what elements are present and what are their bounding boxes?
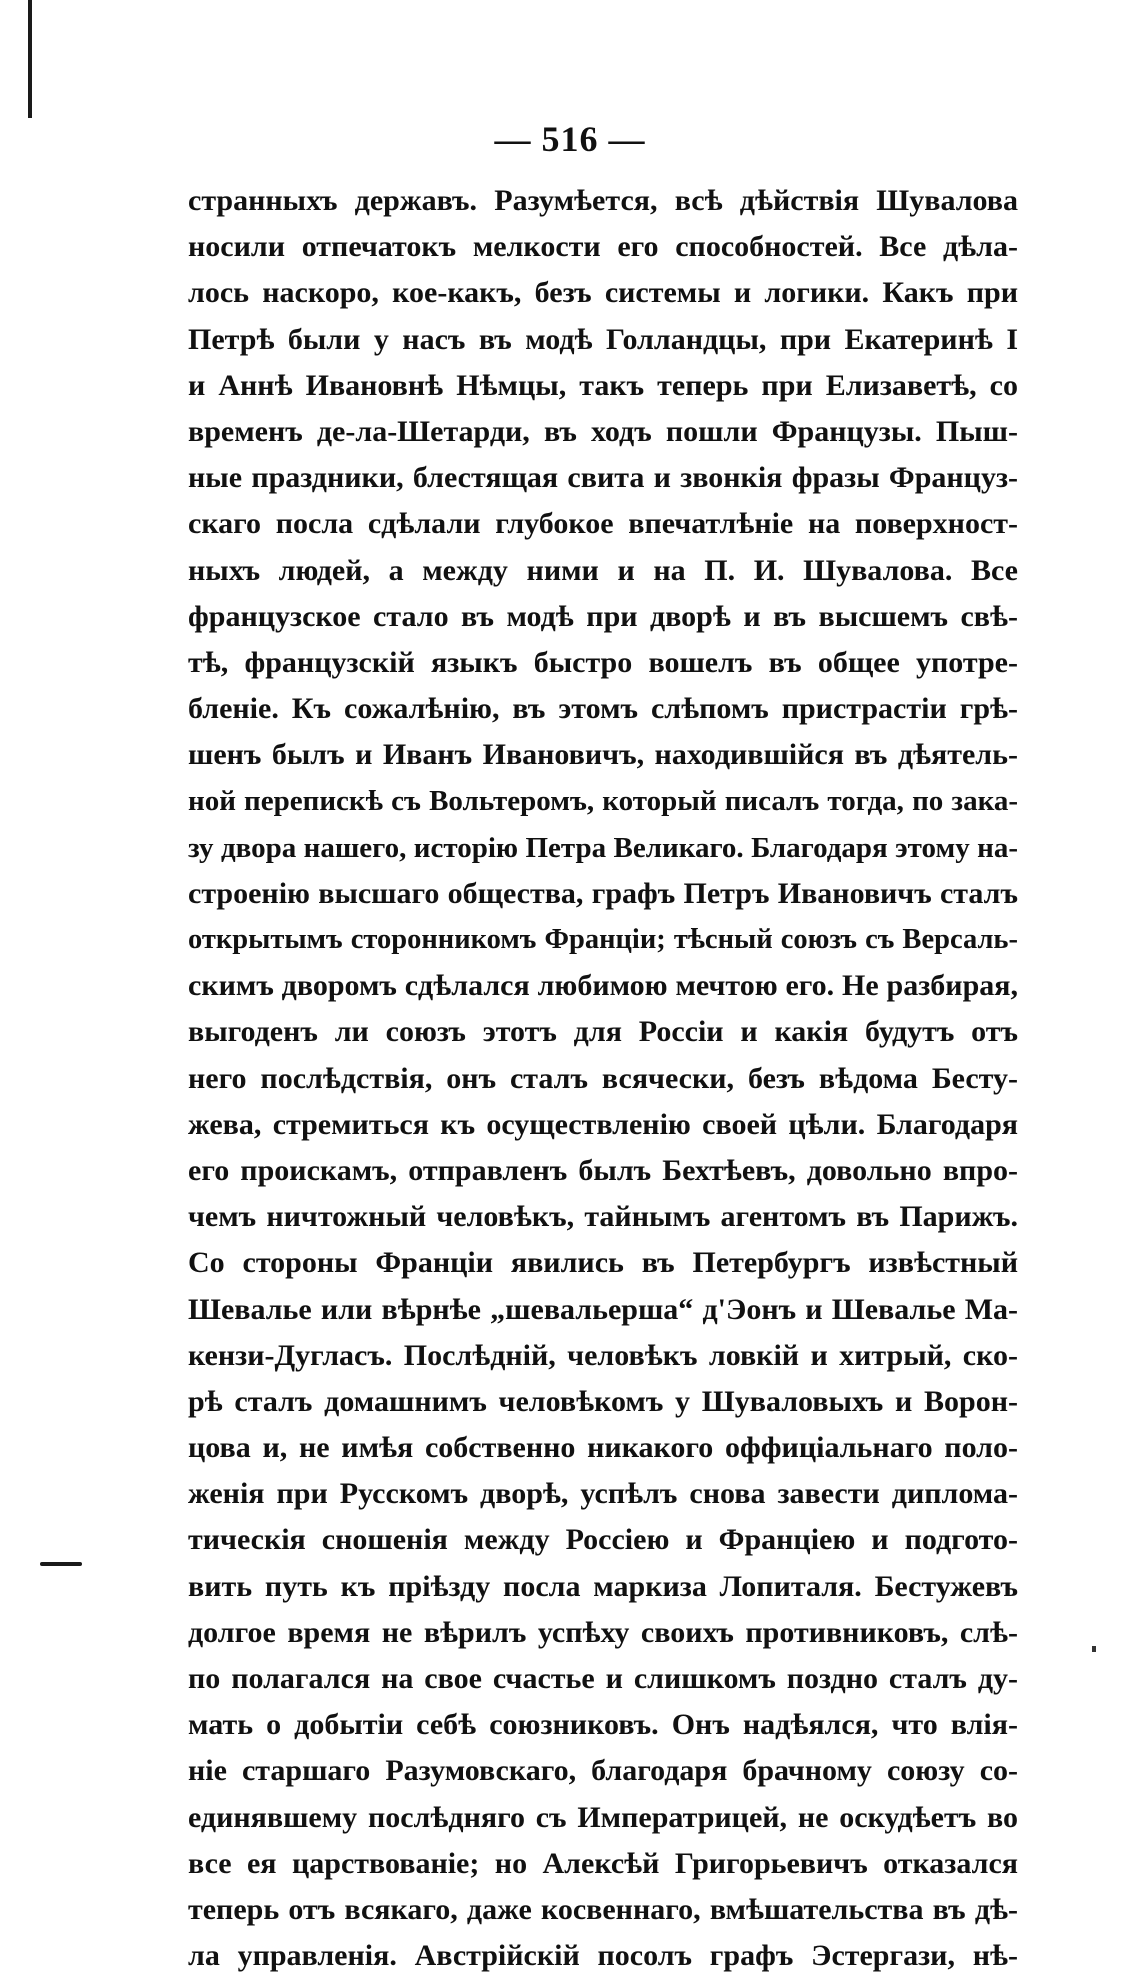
text-line: носили отпечатокъ мелкости его способностей. Все дѣла- bbox=[188, 230, 1018, 264]
text-line: жева, стремиться къ осуществленію своей цѣли. Благодаря bbox=[188, 1107, 1018, 1141]
text-line: долгое время не вѣрилъ успѣху своихъ противниковъ, слѣ- bbox=[188, 1615, 1018, 1649]
text-line: теперь отъ всякаго, даже косвеннаго, вмѣшательства въ дѣ- bbox=[188, 1892, 1018, 1926]
page-number: — 516 — bbox=[494, 119, 646, 159]
text-line: шенъ былъ и Иванъ Ивановичъ, находившійся въ дѣятель- bbox=[188, 738, 1018, 772]
text-line: единявшему послѣдняго съ Императрицей, не оскудѣетъ во bbox=[188, 1800, 1018, 1834]
text-line: строенію высшаго общества, графъ Петръ Ивановичъ сталъ bbox=[188, 876, 1018, 910]
scan-dot bbox=[1092, 1646, 1096, 1652]
text-line: его проискамъ, отправленъ былъ Бехтѣевъ, довольно впро- bbox=[188, 1153, 1018, 1187]
text-line: скимъ дворомъ сдѣлался любимою мечтою его. Не разбирая, bbox=[188, 969, 1018, 1003]
text-line: бленіе. Къ сожалѣнію, въ этомъ слѣпомъ пристрастіи грѣ- bbox=[188, 692, 1018, 726]
text-line: по полагался на свое счастье и слишкомъ поздно сталъ ду- bbox=[188, 1662, 1018, 1695]
text-line: странныхъ державъ. Разумѣется, всѣ дѣйствія Шувалова bbox=[188, 184, 1018, 217]
body-text bbox=[188, 178, 1018, 1979]
text-line: лось наскоро, кое-какъ, безъ системы и логики. Какъ при bbox=[188, 276, 1018, 310]
text-line: ла управленія. Австрійскій посолъ графъ Эстергази, нѣ- bbox=[188, 1939, 1018, 1973]
text-line: тѣ, французскій языкъ быстро вошелъ въ общее употре- bbox=[188, 645, 1018, 679]
text-line: Шевалье или вѣрнѣе „шевальерша“ д'Эонъ и Шевалье Ма- bbox=[188, 1292, 1018, 1326]
text-line: цова и, не имѣя собственно никакого оффиціальнаго поло- bbox=[188, 1431, 1018, 1465]
text-line: скаго посла сдѣлали глубокое впечатлѣніе на поверхност- bbox=[188, 507, 1018, 541]
text-line: кензи-Дугласъ. Послѣдній, человѣкъ ловкій и хитрый, ско- bbox=[188, 1338, 1018, 1372]
text-line: чемъ ничтожный человѣкъ, тайнымъ агентомъ въ Парижъ. bbox=[188, 1200, 1018, 1234]
text-line: вить путь къ пріѣзду посла маркиза Лопиталя. Бестужевъ bbox=[188, 1569, 1018, 1603]
scan-margin-mark bbox=[40, 1562, 82, 1566]
text-line: ной перепискѣ съ Вольтеромъ, который писалъ тогда, по зака- bbox=[188, 785, 1018, 818]
text-line: Петрѣ были у насъ въ модѣ Голландцы, при Екатеринѣ I bbox=[188, 322, 1018, 356]
text-line: него послѣдствія, онъ сталъ всячески, безъ вѣдома Бесту- bbox=[188, 1061, 1018, 1095]
text-line: зу двора нашего, исторію Петра Великаго. Благодаря этому на- bbox=[188, 831, 1018, 864]
text-line: Со стороны Франціи явились въ Петербургъ извѣстный bbox=[188, 1246, 1018, 1280]
text-line: ные праздники, блестящая свита и звонкія фразы Француз- bbox=[188, 461, 1018, 495]
scan-edge-line bbox=[28, 0, 32, 118]
text-line: временъ де-ла-Шетарди, въ ходъ пошли Французы. Пыш- bbox=[188, 414, 1018, 448]
text-line: французское стало въ модѣ при дворѣ и въ высшемъ свѣ- bbox=[188, 599, 1018, 633]
text-line: женія при Русскомъ дворѣ, успѣлъ снова завести диплома- bbox=[188, 1477, 1018, 1511]
text-line: все ея царствованіе; но Алексѣй Григорьевичъ отказался bbox=[188, 1846, 1018, 1880]
text-line: рѣ сталъ домашнимъ человѣкомъ у Шуваловыхъ и Ворон- bbox=[188, 1384, 1018, 1418]
text-line: ныхъ людей, а между ними и на П. И. Шувалова. Все bbox=[188, 553, 1018, 587]
text-line: и Аннѣ Ивановнѣ Нѣмцы, такъ теперь при Елизаветѣ, со bbox=[188, 368, 1018, 402]
text-line: ніе старшаго Разумовскаго, благодаря брачному союзу со- bbox=[188, 1754, 1018, 1788]
text-line: тическія сношенія между Россіею и Франціею и подгото- bbox=[188, 1523, 1018, 1557]
text-line: мать о добытіи себѣ союзниковъ. Онъ надѣялся, что влія- bbox=[188, 1708, 1018, 1742]
text-line: выгоденъ ли союзъ этотъ для Россіи и какія будутъ отъ bbox=[188, 1015, 1018, 1049]
text-line: открытымъ сторонникомъ Франціи; тѣсный союзъ съ Версаль- bbox=[188, 924, 1018, 955]
